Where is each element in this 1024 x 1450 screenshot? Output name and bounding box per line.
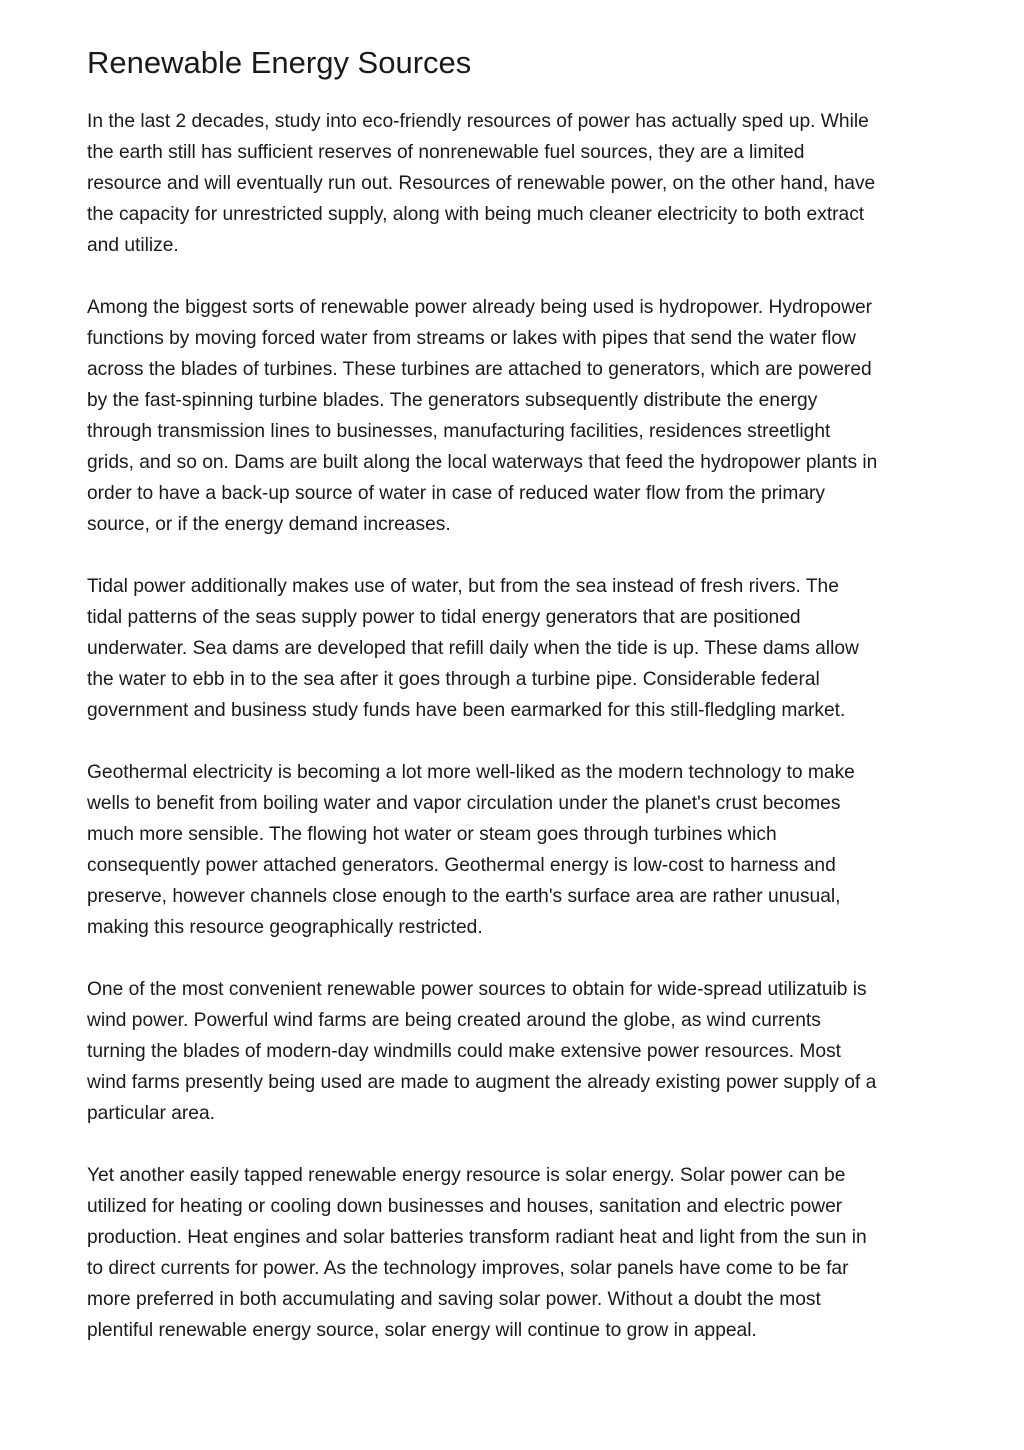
text-line: wind farms presently being used are made to augment the already existing power supply of a	[87, 1072, 877, 1093]
text-line: making this resource geographically restricted.	[87, 917, 483, 938]
text-line: the earth still has sufficient reserves of nonrenewable fuel sources, they are a limited	[87, 142, 805, 163]
text-line: through transmission lines to businesses, manufacturing facilities, residences streetlight	[87, 421, 831, 442]
text-line: utilized for heating or cooling down businesses and houses, sanitation and electric power	[87, 1196, 843, 1217]
text-line: wind power. Powerful wind farms are being created around the globe, as wind currents	[87, 1010, 821, 1031]
paragraph-wind	[87, 974, 967, 1129]
text-line: Among the biggest sorts of renewable power already being used is hydropower. Hydropower	[87, 297, 873, 318]
document-page	[87, 43, 967, 1377]
text-line: Yet another easily tapped renewable energy resource is solar energy. Solar power can be	[87, 1165, 846, 1186]
text-line: Tidal power additionally makes use of water, but from the sea instead of fresh rivers. The	[87, 576, 839, 597]
text-line: source, or if the energy demand increases.	[87, 514, 451, 535]
text-line: plentiful renewable energy source, solar energy will continue to grow in appeal.	[87, 1320, 757, 1341]
document-title: Renewable Energy Sources	[87, 45, 472, 80]
paragraph-hydropower	[87, 292, 967, 540]
text-line: and utilize.	[87, 235, 179, 256]
text-line: resource and will eventually run out. Resources of renewable power, on the other hand, have	[87, 173, 876, 194]
text-line: underwater. Sea dams are developed that refill daily when the tide is up. These dams allow	[87, 638, 859, 659]
text-line: to direct currents for power. As the technology improves, solar panels have come to be far	[87, 1258, 849, 1279]
text-line: preserve, however channels close enough to the earth's surface area are rather unusual,	[87, 886, 841, 907]
text-line: particular area.	[87, 1103, 215, 1124]
text-line: consequently power attached generators. Geothermal energy is low-cost to harness and	[87, 855, 836, 876]
text-line: much more sensible. The flowing hot water or steam goes through turbines which	[87, 824, 777, 845]
text-line: the water to ebb in to the sea after it goes through a turbine pipe. Considerable federal	[87, 669, 820, 690]
text-line: more preferred in both accumulating and saving solar power. Without a doubt the most	[87, 1289, 821, 1310]
text-line: grids, and so on. Dams are built along the local waterways that feed the hydropower plants in	[87, 452, 878, 473]
text-line: One of the most convenient renewable power sources to obtain for wide-spread utilizatuib is	[87, 979, 867, 1000]
text-line: across the blades of turbines. These turbines are attached to generators, which are powered	[87, 359, 872, 380]
paragraph-solar	[87, 1160, 967, 1346]
text-line: by the fast-spinning turbine blades. The generators subsequently distribute the energy	[87, 390, 818, 411]
text-line: wells to benefit from boiling water and vapor circulation under the planet's crust becomes	[87, 793, 841, 814]
text-line: government and business study funds have been earmarked for this still-fledgling market.	[87, 700, 846, 721]
text-line: In the last 2 decades, study into eco-friendly resources of power has actually sped up. While	[87, 111, 869, 132]
text-line: Geothermal electricity is becoming a lot more well-liked as the modern technology to make	[87, 762, 855, 783]
text-line: order to have a back-up source of water in case of reduced water flow from the primary	[87, 483, 825, 504]
text-line: the capacity for unrestricted supply, along with being much cleaner electricity to both extract	[87, 204, 865, 225]
paragraph-tidal	[87, 571, 967, 726]
paragraph-geothermal	[87, 757, 967, 943]
text-line: tidal patterns of the seas supply power to tidal energy generators that are positioned	[87, 607, 801, 628]
paragraph-intro	[87, 106, 967, 261]
text-line: turning the blades of modern-day windmills could make extensive power resources. Most	[87, 1041, 841, 1062]
text-line: production. Heat engines and solar batteries transform radiant heat and light from the sun in	[87, 1227, 867, 1248]
text-line: functions by moving forced water from streams or lakes with pipes that send the water flow	[87, 328, 856, 349]
